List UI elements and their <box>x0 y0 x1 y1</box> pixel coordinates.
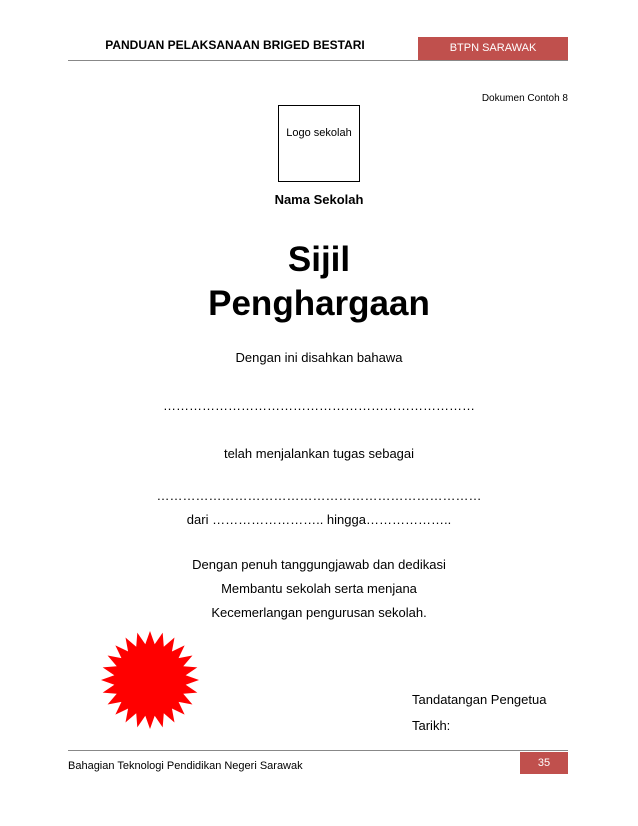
closing-line-1: Dengan penuh tanggungjawab dan dedikasi <box>192 557 446 572</box>
logo-placeholder-label: Logo sekolah <box>286 127 352 139</box>
school-name: Nama Sekolah <box>274 192 364 207</box>
served-as-text: telah menjalankan tugas sebagai <box>223 446 415 461</box>
certificate-title <box>0 238 638 326</box>
page-number: 35 <box>520 752 568 774</box>
name-blank: ……………………………………………………………… <box>163 398 475 413</box>
logo-placeholder-box <box>278 105 360 182</box>
red-seal-icon <box>100 630 200 730</box>
certify-text: Dengan ini disahkan bahawa <box>235 350 403 365</box>
header-title: PANDUAN PELAKSANAAN BRIGED BESTARI <box>105 38 365 52</box>
closing-line-3: Kecemerlangan pengurusan sekolah. <box>211 605 427 620</box>
closing-line-2: Membantu sekolah serta menjana <box>221 581 417 596</box>
document-reference: Dokumen Contoh 8 <box>481 93 568 104</box>
header-divider <box>68 60 568 61</box>
period-text: dari …………………….. hingga……………….. <box>186 512 452 527</box>
footer-divider <box>68 750 568 751</box>
date-label: Tarikh: <box>412 718 451 733</box>
footer-text: Bahagian Teknologi Pendidikan Negeri Sarawak <box>68 760 303 772</box>
signature-label: Tandatangan Pengetua <box>412 692 547 707</box>
header-badge: BTPN SARAWAK <box>418 37 568 60</box>
role-blank: ………………………………………………………………… <box>156 488 482 503</box>
certificate-title-line1: Sijil <box>287 240 351 279</box>
certificate-title-line2: Penghargaan <box>208 284 430 323</box>
